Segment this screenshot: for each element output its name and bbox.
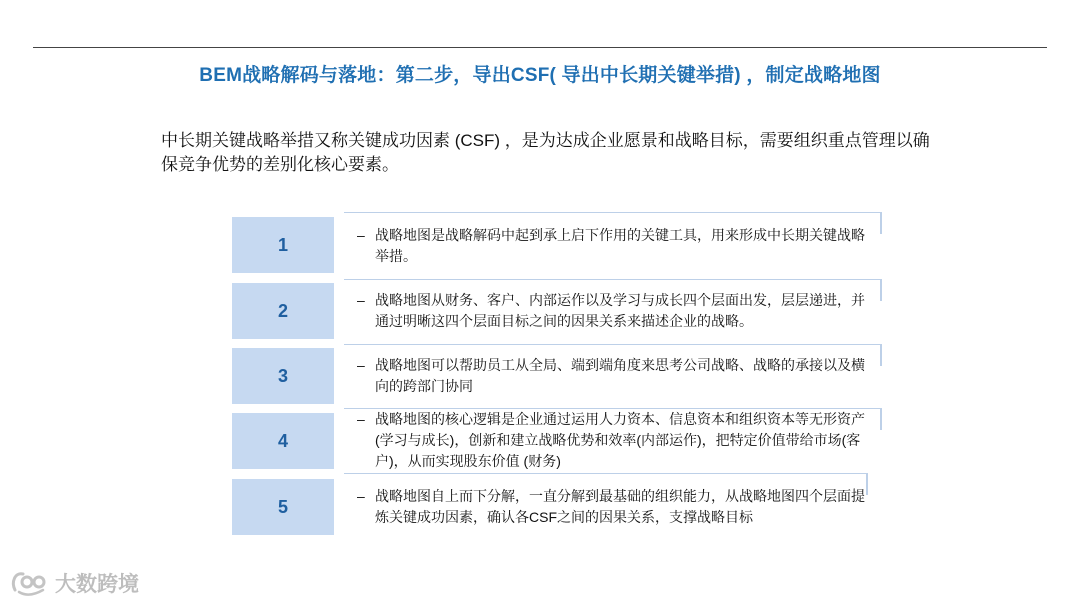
step-number-box: 3	[232, 348, 334, 404]
step-text: 战略地图可以帮助员工从全局、端到端角度来思考公司战略、战略的承接以及横向的跨部门协同	[375, 357, 865, 394]
row-divider-tick	[880, 212, 882, 234]
brand-logo-icon	[9, 568, 49, 598]
watermark-text: 大数跨境	[55, 573, 139, 596]
step-text: 战略地图从财务、客户、内部运作以及学习与成长四个层面出发，层层递进，并通过明晰这四个层面目标之间的因果关系来描述企业的战略。	[375, 292, 865, 329]
row-divider-tick	[880, 344, 882, 366]
row-divider	[344, 344, 882, 345]
step-item	[357, 409, 877, 472]
step-item	[357, 290, 877, 332]
dash-bullet: –	[357, 292, 365, 308]
row-divider-tick	[880, 408, 882, 430]
row-divider	[344, 212, 882, 213]
row-divider-tick	[880, 279, 882, 301]
step-number-box: 2	[232, 283, 334, 339]
watermark	[9, 568, 139, 598]
top-divider	[33, 47, 1047, 48]
step-number-box: 4	[232, 413, 334, 469]
slide-title: BEM战略解码与落地：第二步，导出CSF( 导出中长期关键举措) ，制定战略地图	[199, 65, 881, 86]
step-text: 战略地图是战略解码中起到承上启下作用的关键工具，用来形成中长期关键战略举措。	[375, 227, 865, 264]
step-text: 战略地图自上而下分解，一直分解到最基础的组织能力，从战略地图四个层面提炼关键成功因素，确认各CSF之间的因果关系，支撑战略目标	[375, 488, 865, 525]
row-divider	[344, 473, 868, 474]
dash-bullet: –	[357, 488, 365, 504]
row-divider	[344, 279, 882, 280]
dash-bullet: –	[357, 357, 365, 373]
dash-bullet: –	[357, 411, 365, 427]
dash-bullet: –	[357, 227, 365, 243]
step-item	[357, 225, 877, 267]
step-number-box: 5	[232, 479, 334, 535]
step-item	[357, 355, 877, 397]
intro-paragraph: 中长期关键战略举措又称关键成功因素 (CSF) ，是为达成企业愿景和战略目标，需要组织重点管理以确保竞争优势的差别化核心要素。	[161, 131, 930, 174]
step-text: 战略地图的核心逻辑是企业通过运用人力资本、信息资本和组织资本等无形资产(学习与成长)，创新和建立战略优势和效率(内部运作)，把特定价值带给市场(客户)，从而实现股东价值 (财务)	[375, 411, 865, 469]
step-number-box: 1	[232, 217, 334, 273]
step-item	[357, 486, 877, 528]
